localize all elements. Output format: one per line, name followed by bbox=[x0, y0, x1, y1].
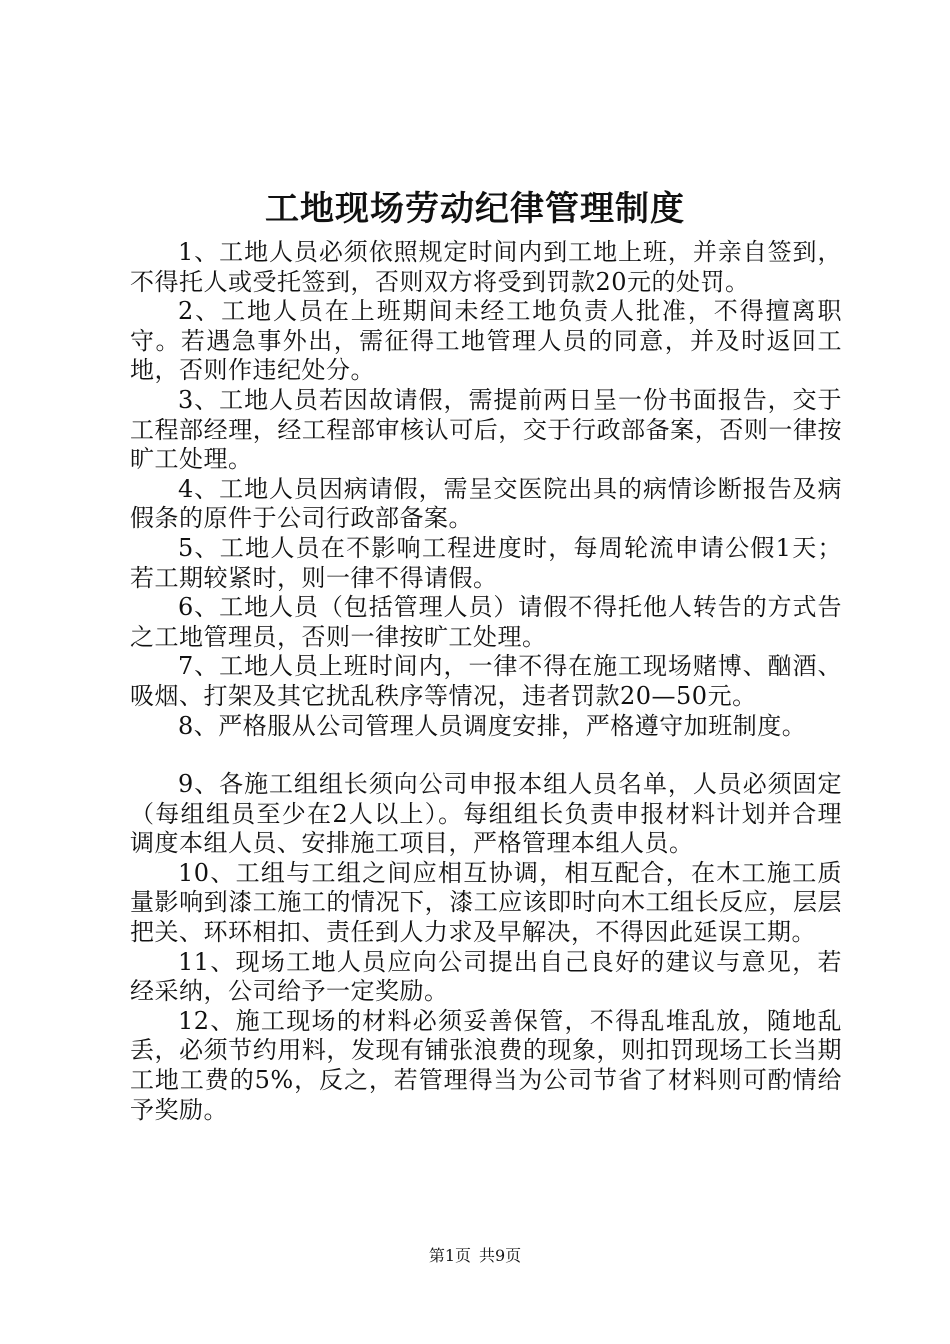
paragraph: 9、各施工组组长须向公司申报本组人员名单，人员必须固定（每组组员至少在2人以上）。每组组长负责申报材料计划并合理调度本组人员、安排施工项目，严格管理本组人员。 bbox=[130, 770, 842, 858]
paragraph: 4、工地人员因病请假，需呈交医院出具的病情诊断报告及病假条的原件于公司行政部备案。 bbox=[130, 474, 842, 533]
paragraph: 6、工地人员（包括管理人员）请假不得托他人转告的方式告之工地管理员，否则一律按旷工处理。 bbox=[130, 593, 842, 651]
paragraph: 1、工地人员必须依照规定时间内到工地上班，并亲自签到，不得托人或受托签到，否则双方将受到罚款20元的处罚。 bbox=[130, 238, 842, 296]
paragraph: 2、工地人员在上班期间未经工地负责人批准，不得擅离职守。若遇急事外出，需征得工地管理人员的同意，并及时返回工地，否则作违纪处分。 bbox=[130, 297, 842, 385]
page-number: 第1页 bbox=[428, 1246, 471, 1265]
paragraph: 12、施工现场的材料必须妥善保管，不得乱堆乱放，随地乱丢，必须节约用料，发现有铺张浪费的现象，则扣罚现场工长当期工地工费的5%，反之，若管理得当为公司节省了材料则可酌情给予奖励。 bbox=[130, 1006, 842, 1124]
paragraph: 7、工地人员上班时间内，一律不得在施工现场赌博、酗酒、吸烟、打架及其它扰乱秩序等情况，违者罚款20—50元。 bbox=[130, 652, 842, 710]
page-total: 共9页 bbox=[479, 1246, 522, 1265]
page-footer bbox=[0, 1246, 950, 1266]
document-body bbox=[130, 238, 842, 1125]
paragraph: 8、严格服从公司管理人员调度安排，严格遵守加班制度。 bbox=[178, 711, 807, 740]
paragraph: 5、工地人员在不影响工程进度时，每周轮流申请公假1天；若工期较紧时，则一律不得请假。 bbox=[130, 533, 842, 592]
document-title: 工地现场劳动纪律管理制度 bbox=[265, 189, 685, 229]
paragraph: 11、现场工地人员应向公司提出自己良好的建议与意见，若经采纳，公司给予一定奖励。 bbox=[130, 947, 842, 1006]
paragraph: 10、工组与工组之间应相互协调，相互配合，在木工施工质量影响到漆工施工的情况下，漆工应该即时向木工组长反应，层层把关、环环相扣、责任到人力求及早解决，不得因此延误工期。 bbox=[130, 858, 842, 947]
paragraph: 3、工地人员若因故请假，需提前两日呈一份书面报告，交于工程部经理，经工程部审核认可后，交于行政部备案，否则一律按旷工处理。 bbox=[130, 385, 842, 474]
